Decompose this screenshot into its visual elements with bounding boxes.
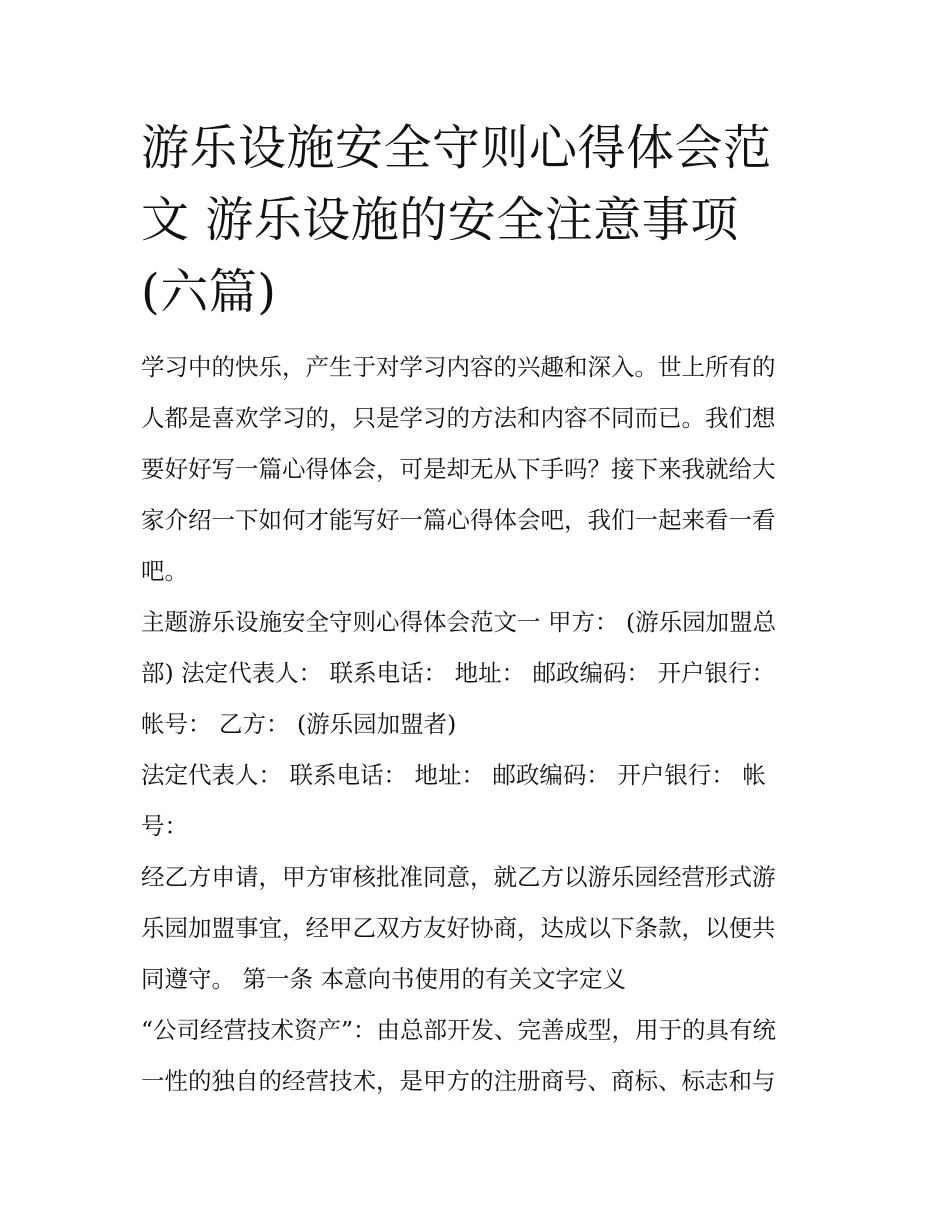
intro-paragraph xyxy=(141,342,813,597)
text-line: 要好好写一篇心得体会，可是却无从下手吗？接下来我就给大 xyxy=(141,455,776,483)
party-a-paragraph xyxy=(141,597,813,750)
text-line: 乐园加盟事宜，经甲乙双方友好协商，达成以下条款，以便共 xyxy=(141,914,776,942)
text-line: 人都是喜欢学习的，只是学习的方法和内容不同而已。我们想 xyxy=(141,404,776,432)
text-line: 一性的独自的经营技术，是甲方的注册商号、商标、标志和与 xyxy=(141,1067,776,1095)
text-line: 家介绍一下如何才能写好一篇心得体会吧，我们一起来看一看 xyxy=(141,506,776,534)
text-line: 同遵守。 第一条 本意向书使用的有关文字定义 xyxy=(141,965,626,993)
text-line: 吧。 xyxy=(141,557,188,585)
document-page xyxy=(141,112,813,1107)
document-title xyxy=(141,112,813,328)
party-b-paragraph xyxy=(141,750,813,852)
title-line: 文 游乐设施的安全注意事项 xyxy=(141,192,739,248)
text-line: 主题游乐设施安全守则心得体会范文一 甲方： (游乐园加盟总 xyxy=(141,608,777,636)
agreement-paragraph xyxy=(141,852,813,1005)
text-line: 帐号： 乙方： (游乐园加盟者) xyxy=(141,710,457,738)
title-line: (六篇) xyxy=(141,264,277,320)
text-line: 经乙方申请，甲方审核批准同意，就乙方以游乐园经营形式游 xyxy=(141,863,776,891)
title-line: 游乐设施安全守则心得体会范 xyxy=(141,120,772,176)
text-line: 法定代表人： 联系电话： 地址： 邮政编码： 开户银行： 帐 xyxy=(141,761,766,789)
text-line: “公司经营技术资产”：由总部开发、完善成型，用于的具有统 xyxy=(141,1016,777,1044)
text-line: 号： xyxy=(141,812,188,840)
document-body xyxy=(141,342,813,1107)
text-line: 学习中的快乐，产生于对学习内容的兴趣和深入。世上所有的 xyxy=(141,353,776,381)
text-line: 部) 法定代表人： 联系电话： 地址： 邮政编码： 开户银行： xyxy=(141,659,776,687)
definition-paragraph xyxy=(141,1005,813,1107)
